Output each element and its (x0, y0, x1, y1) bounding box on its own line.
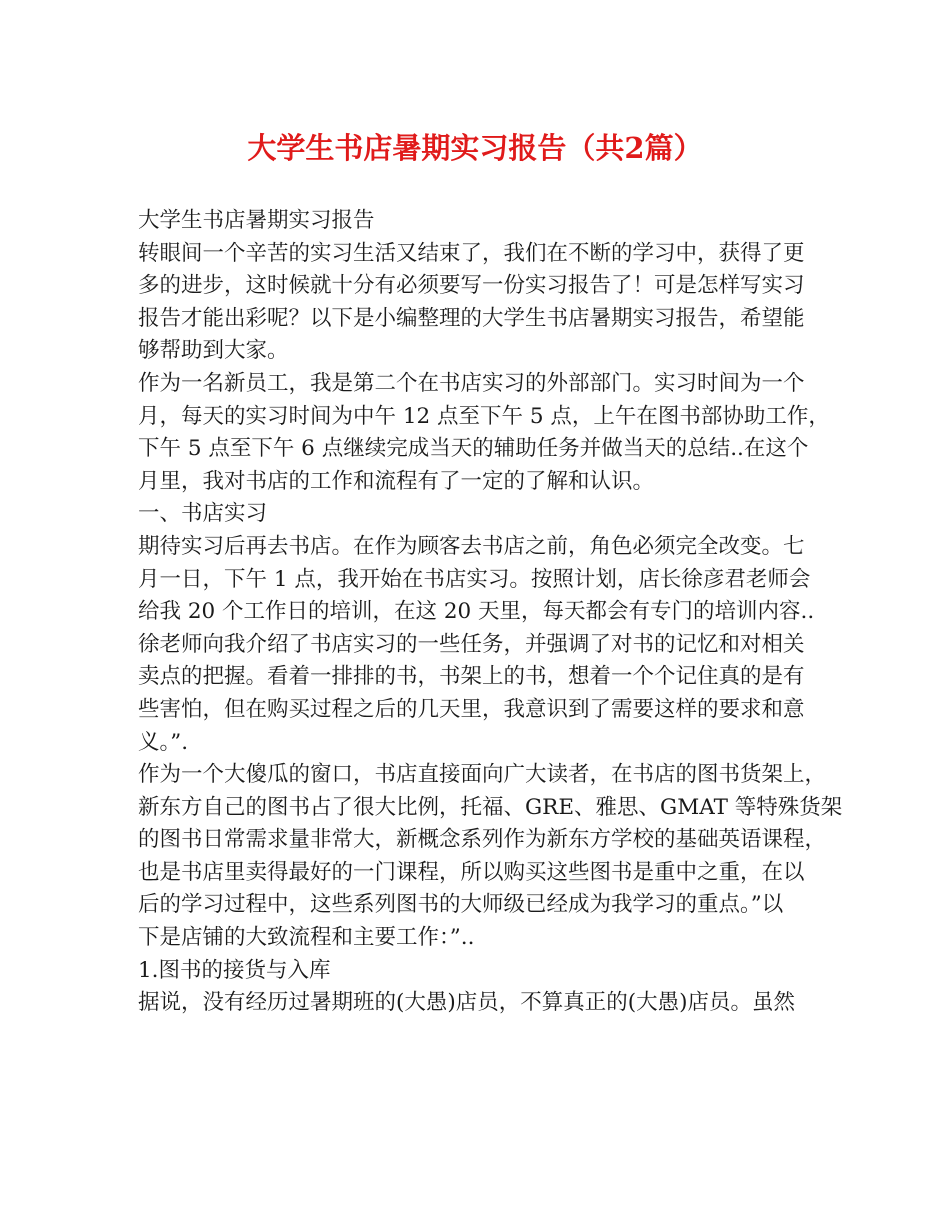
paragraph-line: 月一日，下午 1 点，我开始在书店实习。按照计划，店长徐彦君老师会 (138, 566, 811, 592)
paragraph-line: 也是书店里卖得最好的一门课程，所以购买这些图书是重中之重，在以 (138, 859, 805, 885)
paragraph-line: 转眼间一个辛苦的实习生活又结束了，我们在不断的学习中，获得了更 (138, 240, 805, 266)
paragraph-line: 期待实习后再去书店。在作为顾客去书店之前，角色必须完全改变。七 (138, 533, 805, 559)
document-body (138, 205, 843, 1020)
subtitle-line: 大学生书店暑期实习报告 (138, 208, 375, 233)
paragraph-line: 月，每天的实习时间为中午 12 点至下午 5 点，上午在图书部协助工作， (138, 403, 830, 429)
paragraph-line: 卖点的把握。看着一排排的书，书架上的书，想着一个个记住真的是有 (138, 664, 805, 690)
paragraph-line: 据说，没有经历过暑期班的(大愚)店员，不算真正的(大愚)店员。虽然 (138, 990, 796, 1016)
paragraph-line: 义。”. (138, 729, 189, 755)
paragraph-line: 的图书日常需求量非常大，新概念系列作为新东方学校的基础英语课程， (138, 827, 827, 853)
paragraph-line: 月里，我对书店的工作和流程有了一定的了解和认识。 (138, 468, 655, 494)
paragraph-line: 下是店铺的大致流程和主要工作：”.. (138, 925, 475, 951)
document-title: 大学生书店暑期实习报告（共2篇） (247, 131, 703, 165)
paragraph-line: 新东方自己的图书占了很大比例，托福、GRE、雅思、GMAT 等特殊货架 (138, 794, 843, 820)
paragraph-line: 些害怕，但在购买过程之后的几天里，我意识到了需要这样的要求和意 (138, 696, 805, 722)
paragraph-line: 够帮助到大家。 (138, 338, 289, 364)
paragraph-line: 多的进步，这时候就十分有必须要写一份实习报告了！可是怎样写实习 (138, 273, 805, 299)
paragraph-line: 徐老师向我介绍了书店实习的一些任务，并强调了对书的记忆和对相关 (138, 631, 805, 657)
paragraph-line: 后的学习过程中，这些系列图书的大师级已经成为我学习的重点。”以 (138, 892, 784, 918)
subsection-heading: 1.图书的接货与入库 (138, 957, 331, 983)
paragraph-line: 下午 5 点至下午 6 点继续完成当天的辅助任务并做当天的总结..在这个 (138, 436, 809, 462)
paragraph-line: 报告才能出彩呢？以下是小编整理的大学生书店暑期实习报告，希望能 (138, 305, 805, 331)
paragraph-line: 给我 20 个工作日的培训，在这 20 天里，每天都会有专门的培训内容.. (138, 599, 815, 625)
paragraph-line: 作为一名新员工，我是第二个在书店实习的外部部门。实习时间为一个 (138, 370, 805, 396)
section-heading: 一、书店实习 (138, 501, 268, 527)
paragraph-line: 作为一个大傻瓜的窗口，书店直接面向广大读者，在书店的图书货架上， (138, 762, 827, 788)
